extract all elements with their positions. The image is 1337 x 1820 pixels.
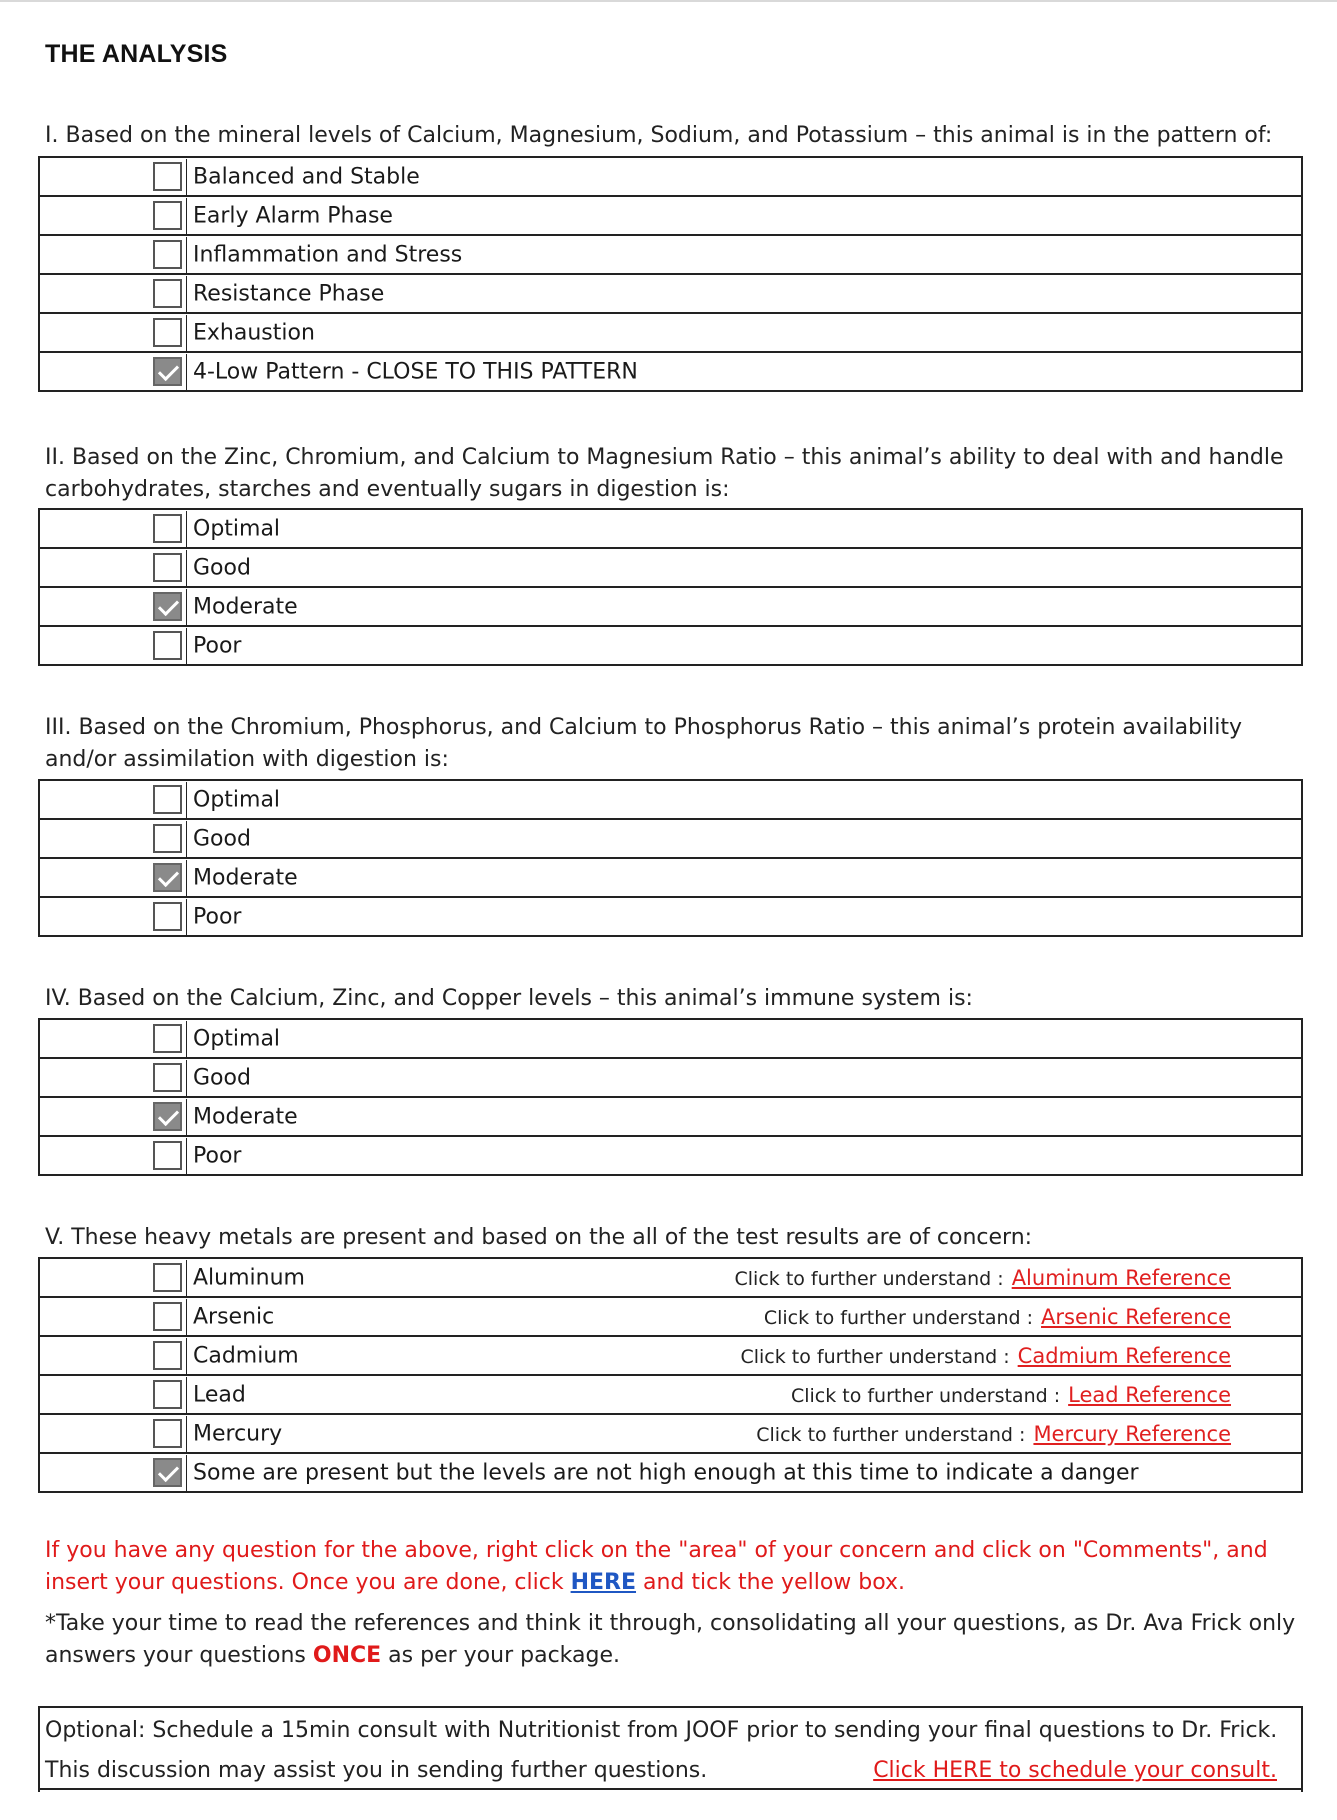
reference-prompt: Click to further understand : xyxy=(790,1384,1061,1407)
consult-line-2: This discussion may assist you in sending further questions. xyxy=(45,1758,708,1783)
option-row[interactable] xyxy=(39,235,1302,274)
option-label: Balanced and Stable xyxy=(193,164,420,189)
option-row[interactable] xyxy=(39,1019,1302,1058)
instruction-text: If you have any question for the above, right click on the "area" of your concern and click on "Comments", and insert your questions. Once you are done, click xyxy=(45,1538,1268,1595)
checkbox-icon[interactable] xyxy=(153,785,182,814)
option-row[interactable] xyxy=(39,819,1302,858)
instruction-text: and tick the yellow box. xyxy=(636,1570,906,1595)
checkbox-icon[interactable] xyxy=(153,162,182,191)
checkbox-icon[interactable] xyxy=(153,824,182,853)
option-label: Good xyxy=(193,555,251,580)
reference-prompt: Click to further understand : xyxy=(756,1423,1026,1446)
checkbox-icon[interactable] xyxy=(153,902,182,931)
option-row[interactable] xyxy=(39,1336,1302,1375)
lead-reference-link[interactable]: Lead Reference xyxy=(1068,1382,1231,1407)
checkbox-icon[interactable] xyxy=(153,1380,182,1409)
option-label: Optimal xyxy=(193,1026,281,1051)
option-row[interactable] xyxy=(39,313,1302,352)
option-row[interactable] xyxy=(39,1414,1302,1453)
checkbox-icon[interactable] xyxy=(153,1341,182,1370)
option-row[interactable] xyxy=(39,1258,1302,1297)
option-label: Poor xyxy=(193,904,242,929)
option-row[interactable] xyxy=(39,1375,1302,1414)
question-5: V. These heavy metals are present and based on the all of the test results are of concern: xyxy=(45,1225,1033,1250)
aluminum-reference-link[interactable]: Aluminum Reference xyxy=(1011,1265,1231,1290)
checkbox-icon[interactable] xyxy=(153,1263,182,1292)
reference xyxy=(740,1344,1231,1368)
option-label: Resistance Phase xyxy=(193,281,385,306)
option-label: Arsenic xyxy=(193,1304,275,1329)
option-row[interactable] xyxy=(39,780,1302,819)
checkbox-icon[interactable] xyxy=(153,201,182,230)
option-label: Optimal xyxy=(193,787,281,812)
option-label: 4-Low Pattern - CLOSE TO THIS PATTERN xyxy=(193,359,638,384)
reference xyxy=(791,1383,1231,1407)
option-row[interactable] xyxy=(39,587,1302,626)
option-label: Moderate xyxy=(193,865,298,890)
reference xyxy=(735,1266,1232,1290)
checkbox-checked-icon[interactable] xyxy=(153,1458,182,1487)
option-label: Aluminum xyxy=(193,1265,305,1290)
option-label: Cadmium xyxy=(193,1343,299,1368)
checkbox-checked-icon[interactable] xyxy=(153,1102,182,1131)
mercury-reference-link[interactable]: Mercury Reference xyxy=(1033,1421,1231,1446)
option-row[interactable] xyxy=(39,1097,1302,1136)
reading-note xyxy=(45,1608,1310,1672)
top-divider xyxy=(0,0,1337,6)
checkbox-checked-icon[interactable] xyxy=(153,863,182,892)
option-label: Mercury xyxy=(193,1421,283,1446)
here-link[interactable]: HERE xyxy=(570,1570,637,1595)
options-table-4 xyxy=(38,1018,1303,1176)
option-row[interactable] xyxy=(39,509,1302,548)
option-row[interactable] xyxy=(39,352,1302,391)
cadmium-reference-link[interactable]: Cadmium Reference xyxy=(1017,1343,1231,1368)
checkbox-icon[interactable] xyxy=(153,514,182,543)
checkbox-icon[interactable] xyxy=(153,1419,182,1448)
option-row[interactable] xyxy=(39,196,1302,235)
option-label: Good xyxy=(193,826,251,851)
options-table-3 xyxy=(38,779,1303,937)
checkbox-icon[interactable] xyxy=(153,631,182,660)
option-label: Optimal xyxy=(193,516,281,541)
schedule-consult-link[interactable]: Click HERE to schedule your consult. xyxy=(873,1758,1277,1783)
question-3: III. Based on the Chromium, Phosphorus, and Calcium to Phosphorus Ratio – this animal’s protein availability and/or assimilation with digestion is: xyxy=(45,715,1243,772)
option-row[interactable] xyxy=(39,1297,1302,1336)
option-row[interactable] xyxy=(39,626,1302,665)
option-row[interactable] xyxy=(39,274,1302,313)
checkbox-icon[interactable] xyxy=(153,318,182,347)
question-1: I. Based on the mineral levels of Calcium, Magnesium, Sodium, and Potassium – this animal is in the pattern of: xyxy=(45,123,1273,148)
bottom-divider xyxy=(38,1788,1303,1790)
option-row[interactable] xyxy=(39,1058,1302,1097)
options-table-5 xyxy=(38,1257,1303,1493)
checkbox-checked-icon[interactable] xyxy=(153,592,182,621)
option-label: Poor xyxy=(193,633,242,658)
option-row[interactable] xyxy=(39,1453,1302,1492)
checkbox-icon[interactable] xyxy=(153,1302,182,1331)
checkbox-icon[interactable] xyxy=(153,1141,182,1170)
consult-box xyxy=(38,1706,1303,1792)
consult-line-1: Optional: Schedule a 15min consult with Nutritionist from JOOF prior to sending your final questions to Dr. Frick. xyxy=(45,1718,1278,1743)
reference xyxy=(764,1305,1231,1329)
arsenic-reference-link[interactable]: Arsenic Reference xyxy=(1041,1304,1231,1329)
once-emphasis: ONCE xyxy=(312,1643,382,1668)
option-label: Early Alarm Phase xyxy=(193,203,393,228)
reference-prompt: Click to further understand : xyxy=(763,1306,1034,1329)
note-text: *Take your time to read the references and think it through, consolidating all your questions, as Dr. Ava Frick only answers your questions xyxy=(45,1611,1296,1668)
option-row[interactable] xyxy=(39,858,1302,897)
checkbox-icon[interactable] xyxy=(153,1024,182,1053)
options-table-1 xyxy=(38,156,1303,392)
option-label: Good xyxy=(193,1065,251,1090)
checkbox-checked-icon[interactable] xyxy=(153,357,182,386)
option-label: Inflammation and Stress xyxy=(193,242,463,267)
option-label: Lead xyxy=(193,1382,246,1407)
option-label: Some are present but the levels are not high enough at this time to indicate a danger xyxy=(193,1460,1139,1485)
reference-prompt: Click to further understand : xyxy=(734,1267,1004,1290)
option-label: Poor xyxy=(193,1143,242,1168)
question-2: II. Based on the Zinc, Chromium, and Calcium to Magnesium Ratio – this animal’s ability to deal with and handle carbohydrates, starches and eventually sugars in digestion is: xyxy=(45,445,1284,502)
page-title: THE ANALYSIS xyxy=(45,40,228,68)
option-label: Moderate xyxy=(193,594,298,619)
checkbox-icon[interactable] xyxy=(153,279,182,308)
checkbox-icon[interactable] xyxy=(153,553,182,582)
option-row[interactable] xyxy=(39,548,1302,587)
note-text: as per your package. xyxy=(381,1643,620,1668)
comment-instructions xyxy=(45,1535,1310,1599)
option-label: Moderate xyxy=(193,1104,298,1129)
checkbox-icon[interactable] xyxy=(153,1063,182,1092)
reference xyxy=(756,1422,1231,1446)
option-row[interactable] xyxy=(39,157,1302,196)
option-label: Exhaustion xyxy=(193,320,315,345)
checkbox-icon[interactable] xyxy=(153,240,182,269)
option-row[interactable] xyxy=(39,1136,1302,1175)
options-table-2 xyxy=(38,508,1303,666)
option-row[interactable] xyxy=(39,897,1302,936)
question-4: IV. Based on the Calcium, Zinc, and Copper levels – this animal’s immune system is: xyxy=(45,986,973,1011)
reference-prompt: Click to further understand : xyxy=(740,1345,1010,1368)
